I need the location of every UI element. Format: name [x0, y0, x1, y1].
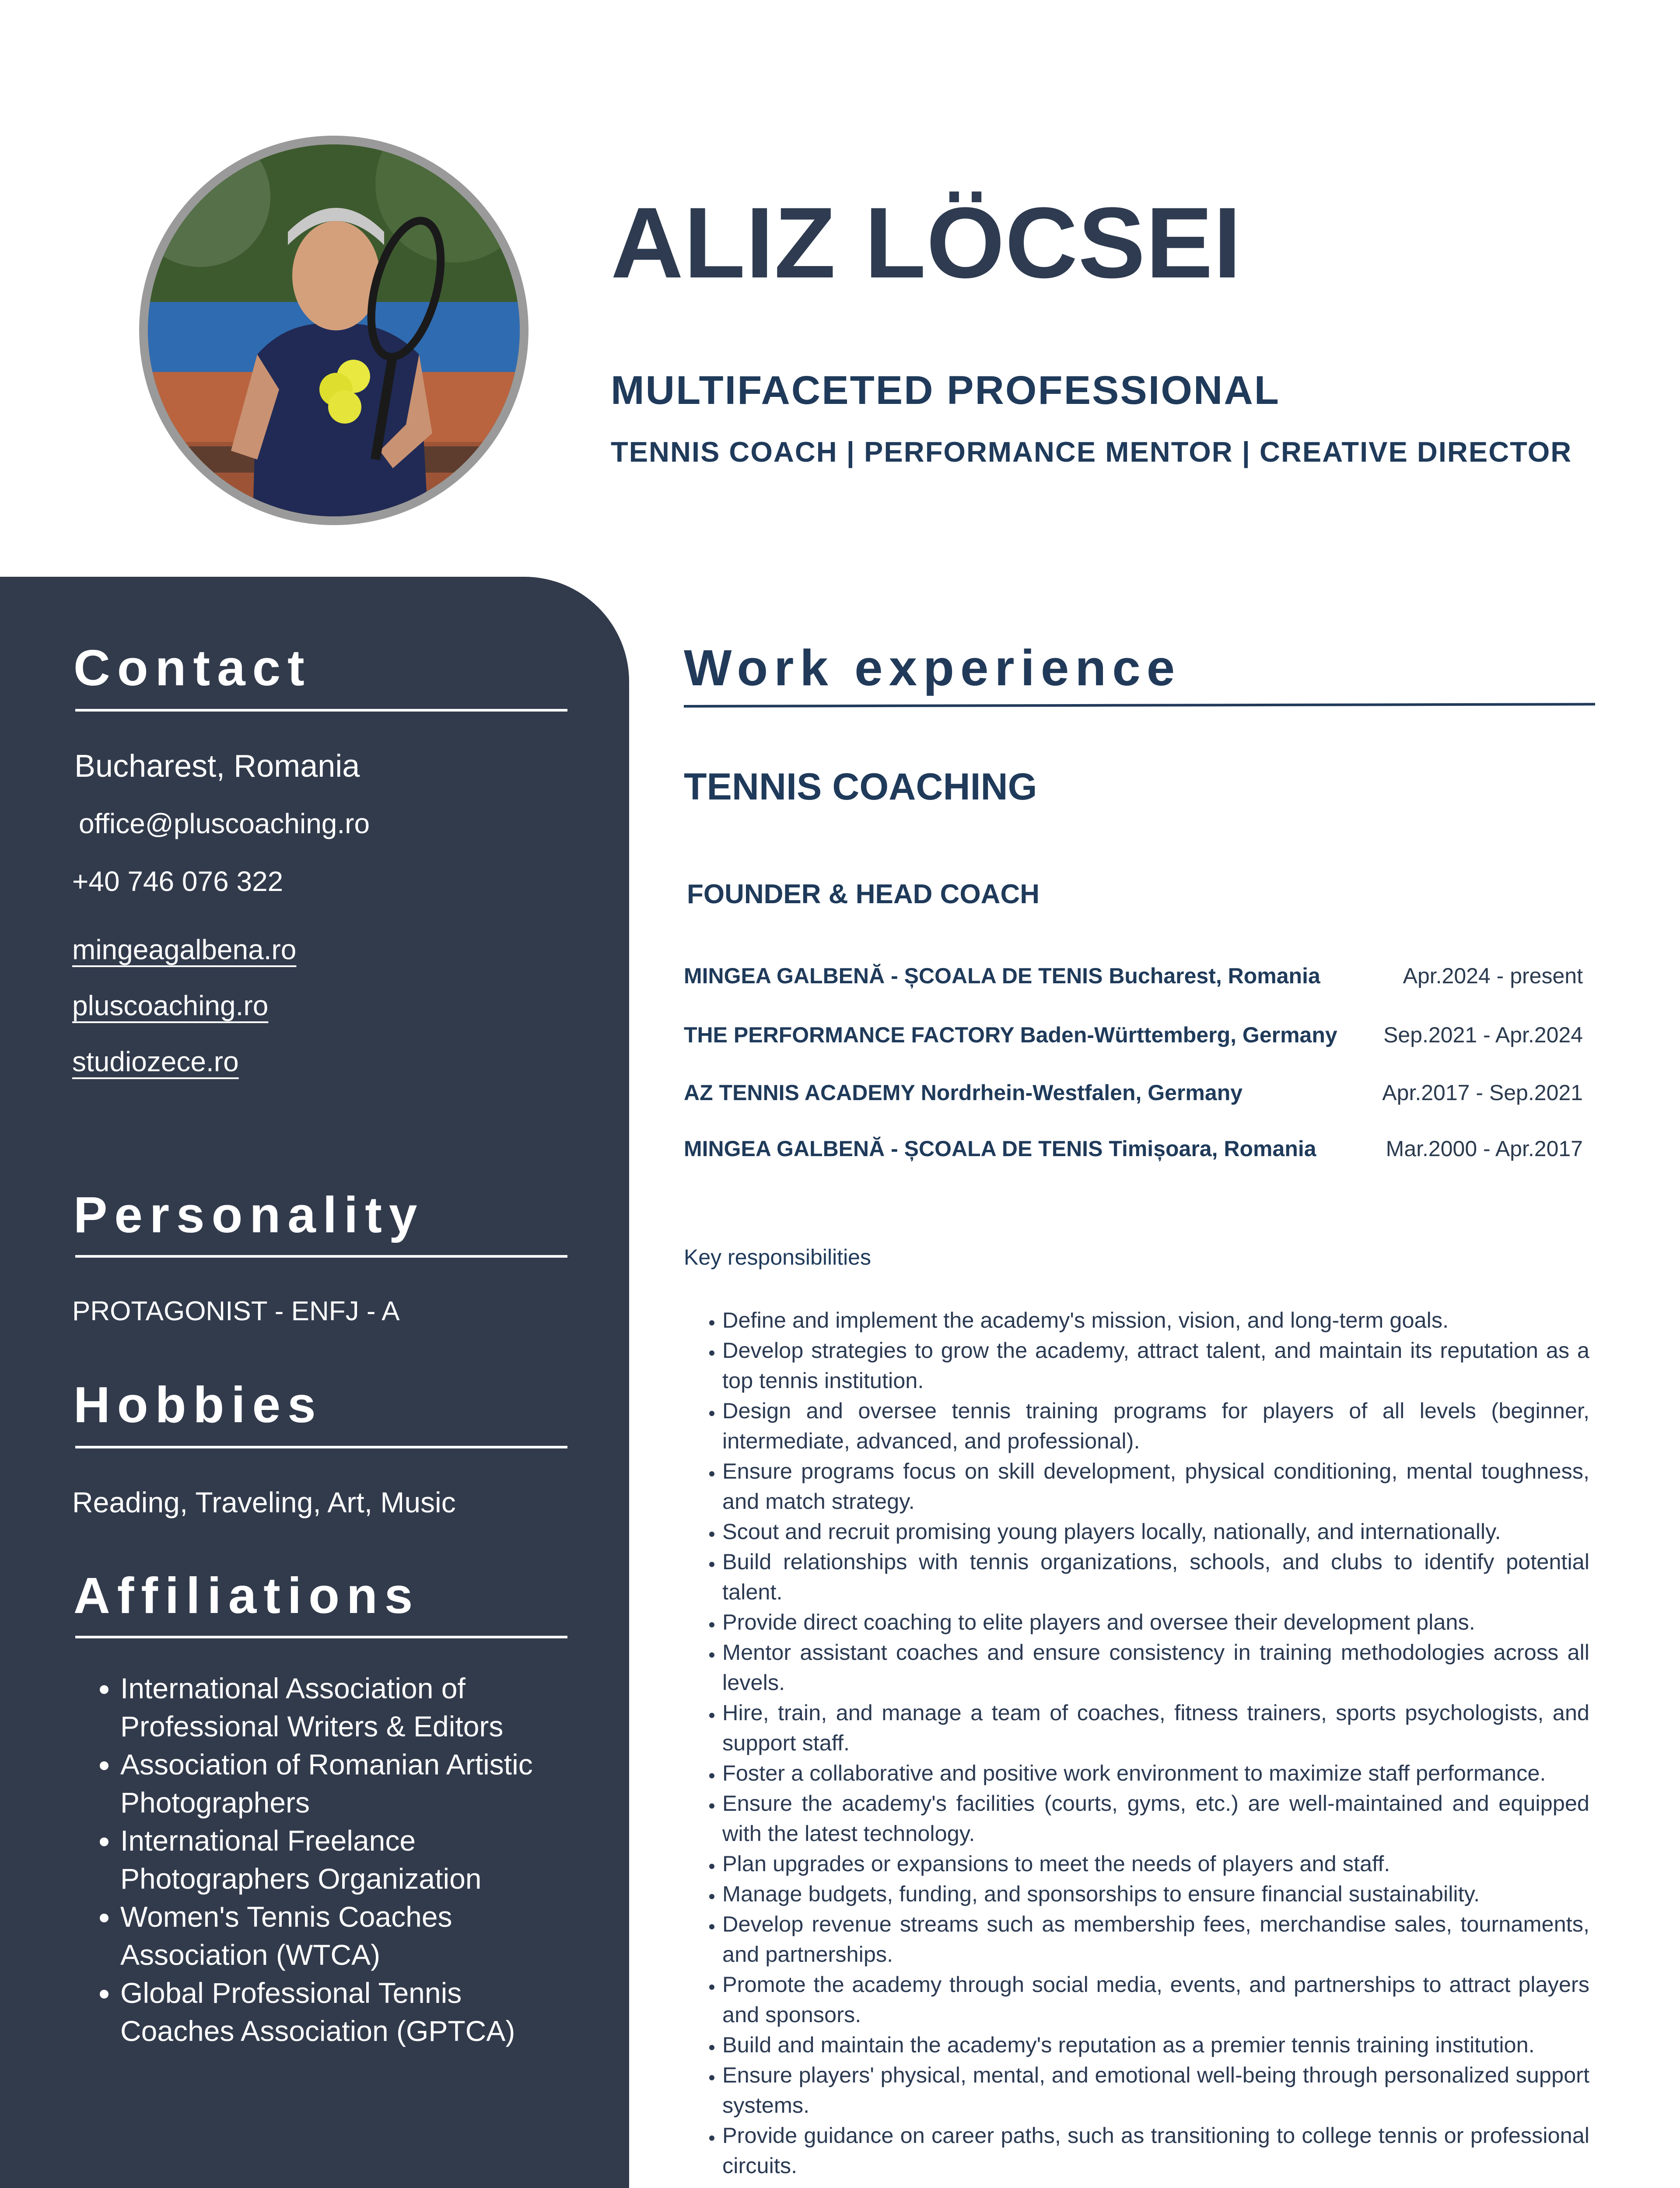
role-title: FOUNDER & HEAD COACH — [687, 879, 1040, 909]
link-studiozece[interactable]: studiozece.ro — [72, 1046, 239, 1077]
affiliation-item: • Global Professional Tennis Coaches Association (GPTCA) — [120, 1974, 571, 2050]
responsibility-item: • Build relationships with tennis organizations, schools, and clubs to identify potential talent. — [722, 1546, 1589, 1607]
responsibilities-list — [684, 1305, 1589, 2181]
contact-location: Bucharest, Romania — [74, 749, 360, 784]
contact-email[interactable]: office@pluscoaching.ro — [79, 808, 370, 839]
responsibility-item: • Design and oversee tennis training programs for players of all levels (beginner, intermediate, advanced, and professional). — [722, 1396, 1589, 1456]
job-entry — [684, 963, 1589, 994]
contact-divider — [75, 709, 567, 712]
responsibility-item: • Develop strategies to grow the academy, attract talent, and maintain its reputation as a top tennis institution. — [722, 1335, 1589, 1396]
responsibility-item: • Promote the academy through social media, events, and partnerships to attract players and sponsors. — [722, 1969, 1589, 2030]
job-dates: Apr.2017 - Sep.2021 — [1382, 1080, 1583, 1105]
job-entry — [684, 1136, 1589, 1167]
work-experience-heading: Work experience — [684, 639, 1181, 696]
personality-type: PROTAGONIST - ENFJ - A — [72, 1296, 400, 1326]
responsibility-item: • Plan upgrades or expansions to meet the needs of players and staff. — [722, 1848, 1589, 1879]
affiliation-item: • Women's Tennis Coaches Association (WTCA) — [120, 1898, 571, 1974]
affiliation-item: • International Association of Professional Writers & Editors — [120, 1669, 571, 1746]
affiliation-item: • Association of Romanian Artistic Photographers — [120, 1746, 571, 1822]
responsibility-item: • Build and maintain the academy's reputation as a premier tennis training institution. — [722, 2030, 1589, 2060]
responsibility-item: • Mentor assistant coaches and ensure consistency in training methodologies across all levels. — [722, 1637, 1589, 1697]
headline: MULTIFACETED PROFESSIONAL — [611, 368, 1280, 413]
personality-heading: Personality — [74, 1186, 424, 1243]
key-responsibilities-label: Key responsibilities — [684, 1245, 871, 1269]
job-organization: AZ TENNIS ACADEMY Nordrhein-Westfalen, Germany — [684, 1080, 1243, 1105]
affiliations-heading: Affiliations — [74, 1567, 420, 1624]
responsibility-item: • Scout and recruit promising young players locally, nationally, and internationally. — [722, 1516, 1589, 1546]
hobbies-heading: Hobbies — [74, 1376, 323, 1433]
job-entry — [684, 1080, 1589, 1111]
affiliations-divider — [75, 1636, 567, 1638]
responsibility-item: • Ensure players' physical, mental, and emotional well-being through personalized support systems. — [722, 2060, 1589, 2120]
contact-phone[interactable]: +40 746 076 322 — [72, 866, 284, 897]
responsibility-item: • Manage budgets, funding, and sponsorships to ensure financial sustainability. — [722, 1879, 1589, 1909]
person-name: ALIZ LÖCSEI — [611, 186, 1242, 299]
link-pluscoaching[interactable]: pluscoaching.ro — [72, 990, 269, 1021]
link-mingeagalbena[interactable]: mingeagalbena.ro — [72, 934, 297, 965]
job-organization: MINGEA GALBENĂ - ȘCOALA DE TENIS Timișoara, Romania — [684, 1136, 1316, 1161]
profile-photo — [139, 136, 528, 525]
section-title: TENNIS COACHING — [684, 766, 1037, 808]
job-dates: Mar.2000 - Apr.2017 — [1386, 1136, 1583, 1161]
job-organization: MINGEA GALBENĂ - ȘCOALA DE TENIS Bucharest, Romania — [684, 964, 1320, 988]
affiliation-item: • International Freelance Photographers Organization — [120, 1822, 571, 1898]
hobbies-list: Reading, Traveling, Art, Music — [72, 1486, 456, 1518]
role-summary: TENNIS COACH | PERFORMANCE MENTOR | CREATIVE DIRECTOR — [611, 436, 1572, 468]
hobbies-divider — [75, 1446, 567, 1448]
job-dates: Sep.2021 - Apr.2024 — [1383, 1023, 1583, 1047]
job-dates: Apr.2024 - present — [1403, 964, 1583, 988]
responsibility-item: • Provide guidance on career paths, such as transitioning to college tennis or professional circuits. — [722, 2120, 1589, 2181]
responsibility-item: • Define and implement the academy's mission, vision, and long-term goals. — [722, 1305, 1589, 1335]
responsibility-item: • Develop revenue streams such as membership fees, merchandise sales, tournaments, and partnerships. — [722, 1909, 1589, 1969]
responsibility-item: • Ensure the academy's facilities (courts, gyms, etc.) are well-maintained and equipped with the latest technology. — [722, 1788, 1589, 1848]
responsibility-item: • Provide direct coaching to elite players and oversee their development plans. — [722, 1607, 1589, 1637]
profile-photo-image — [148, 144, 520, 516]
responsibility-item: • Hire, train, and manage a team of coaches, fitness trainers, sports psychologists, and support staff. — [722, 1697, 1589, 1758]
contact-heading: Contact — [74, 639, 312, 696]
job-organization: THE PERFORMANCE FACTORY Baden-Württemberg, Germany — [684, 1023, 1337, 1047]
responsibility-item: • Ensure programs focus on skill development, physical conditioning, mental toughness, and match strategy. — [722, 1456, 1589, 1516]
job-entry — [684, 1022, 1589, 1053]
affiliations-list — [72, 1669, 571, 2050]
responsibility-item: • Foster a collaborative and positive work environment to maximize staff performance. — [722, 1758, 1589, 1788]
personality-divider — [75, 1255, 567, 1258]
work-experience-divider — [684, 703, 1595, 708]
